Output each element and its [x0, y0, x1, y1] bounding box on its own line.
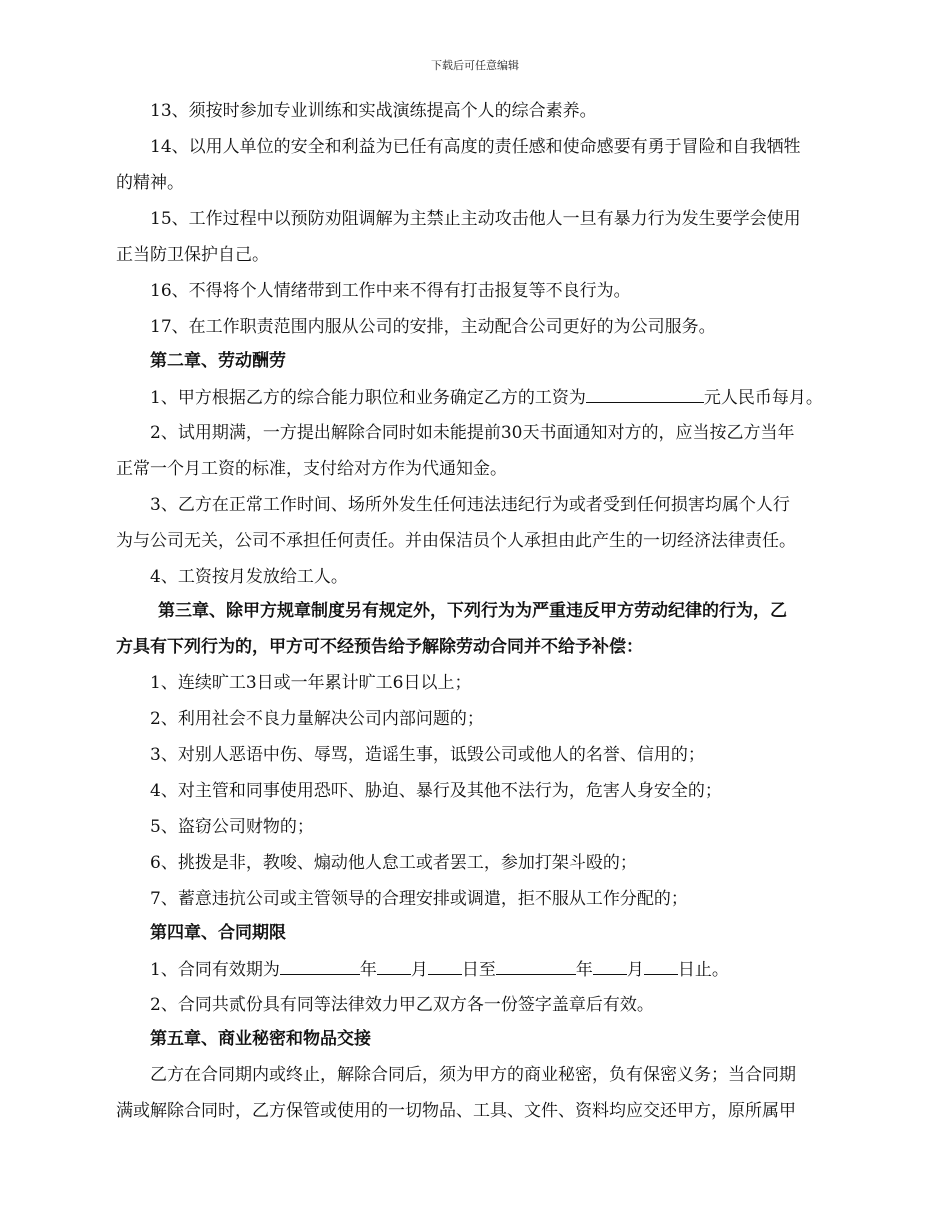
ch3-clause-2: 2、利用社会不良力量解决公司内部问题的；: [150, 709, 484, 729]
clause-16: 16、不得将个人情绪带到工作中来不得有打击报复等不良行为。: [150, 281, 631, 301]
start-day-blank: [428, 959, 462, 975]
ch3-clause-3: 3、对别人恶语中伤、辱骂，造谣生事，诋毁公司或他人的名誉、信用的；: [150, 745, 705, 765]
clause-15: 15、工作过程中以预防劝阻调解为主禁止主动攻击他人一旦有暴力行为发生要学会使用: [150, 209, 801, 229]
clause-17: 17、在工作职责范围内服从公司的安排，主动配合公司更好的为公司服务。: [150, 317, 716, 337]
term-year-2: 年: [575, 960, 593, 980]
end-day-blank: [644, 959, 678, 975]
start-year-blank: [280, 959, 360, 975]
term-day-to: 日至: [461, 960, 496, 980]
chapter-2-heading: 第二章、劳动酬劳: [150, 351, 286, 371]
clause-15-cont: 正当防卫保护自己。: [116, 245, 269, 265]
ch3-clause-1: 1、连续旷工3日或一年累计旷工6日以上；: [150, 673, 472, 693]
ch2-clause-3: 3、乙方在正常工作时间、场所外发生任何违法违纪行为或者受到任何损害均属个人行: [150, 495, 790, 515]
term-day-end: 日止。: [677, 960, 729, 980]
salary-clause-prefix: 1、甲方根据乙方的综合能力职位和业务确定乙方的工资为: [150, 388, 586, 408]
salary-blank: [586, 387, 704, 403]
end-year-blank: [496, 959, 576, 975]
term-year-1: 年: [359, 960, 377, 980]
ch2-clause-3-cont: 为与公司无关，公司不承担任何责任。并由保洁员个人承担由此产生的一切经济法律责任。: [116, 531, 796, 551]
term-clause-prefix: 1、合同有效期为: [150, 960, 280, 980]
term-clause: [150, 959, 729, 980]
chapter-3-heading-cont: 方具有下列行为的，甲方可不经预告给予解除劳动合同并不给予补偿：: [116, 637, 643, 657]
ch3-clause-4: 4、对主管和同事使用恐吓、胁迫、暴行及其他不法行为，危害人身安全的；: [150, 781, 722, 801]
ch4-clause-2: 2、合同共贰份具有同等法律效力甲乙双方各一份签字盖章后有效。: [150, 995, 654, 1015]
chapter-5-heading: 第五章、商业秘密和物品交接: [150, 1029, 371, 1049]
ch2-clause-2: 2、试用期满，一方提出解除合同时如未能提前30天书面通知对方的，应当按乙方当年: [150, 423, 795, 443]
ch2-clause-4: 4、工资按月发放给工人。: [150, 567, 348, 587]
salary-clause-suffix: 元人民币每月。: [703, 388, 823, 408]
ch3-clause-5: 5、盗窃公司财物的；: [150, 817, 314, 837]
ch2-clause-2-cont: 正常一个月工资的标准，支付给对方作为代通知金。: [116, 459, 507, 479]
ch5-paragraph: 乙方在合同期内或终止，解除合同后，须为甲方的商业秘密，负有保密义务；当合同期: [150, 1065, 796, 1085]
clause-13: 13、须按时参加专业训练和实战演练提高个人的综合素养。: [150, 101, 597, 121]
page-header: 下载后可任意编辑: [431, 59, 519, 72]
end-month-blank: [593, 959, 627, 975]
chapter-3-heading: 第三章、除甲方规章制度另有规定外，下列行为为严重违反甲方劳动纪律的行为，乙: [158, 601, 787, 621]
ch5-paragraph-cont: 满或解除合同时，乙方保管或使用的一切物品、工具、文件、资料均应交还甲方，原所属甲: [116, 1101, 796, 1121]
start-month-blank: [377, 959, 411, 975]
ch3-clause-7: 7、蓄意违抗公司或主管领导的合理安排或调遣，拒不服从工作分配的；: [150, 889, 688, 909]
chapter-4-heading: 第四章、合同期限: [150, 923, 286, 943]
term-month-1: 月: [410, 960, 428, 980]
clause-14-cont: 的精神。: [116, 173, 184, 193]
salary-clause: [150, 387, 823, 408]
ch3-clause-6: 6、挑拨是非，教唆、煽动他人怠工或者罢工，参加打架斗殴的；: [150, 853, 637, 873]
term-month-2: 月: [626, 960, 644, 980]
clause-14: 14、以用人单位的安全和利益为已任有高度的责任感和使命感要有勇于冒险和自我牺牲: [150, 137, 801, 157]
